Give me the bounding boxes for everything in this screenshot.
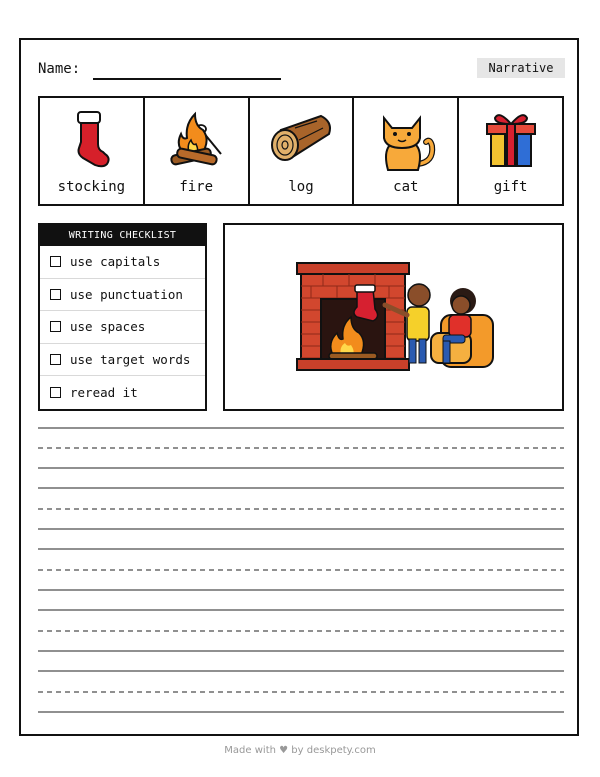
- name-label: Name:: [38, 61, 81, 77]
- stocking-icon: [61, 108, 121, 170]
- picture-box: [223, 223, 564, 411]
- checklist-item: [40, 279, 205, 312]
- log-icon: [265, 108, 337, 170]
- checklist-item: [40, 246, 205, 279]
- vocab-card-cat: [354, 98, 459, 204]
- checkbox[interactable]: [50, 321, 61, 332]
- vocab-word: cat: [393, 179, 419, 195]
- vocab-word: log: [288, 179, 314, 195]
- checkbox[interactable]: [50, 354, 61, 365]
- checklist-item: [40, 344, 205, 377]
- handwriting-lines[interactable]: [38, 426, 564, 726]
- vocab-card-gift: [459, 98, 562, 204]
- vocab-word: gift: [493, 179, 528, 195]
- worksheet: [19, 38, 579, 736]
- campfire-icon: [163, 108, 229, 170]
- vocab-word: stocking: [57, 179, 126, 195]
- vocab-card-fire: [145, 98, 250, 204]
- checkbox[interactable]: [50, 256, 61, 267]
- footer-credit: [0, 745, 600, 756]
- checklist-item-label: use target words: [70, 352, 191, 368]
- vocabulary-bank: [38, 96, 564, 206]
- checklist-item: [40, 376, 205, 409]
- cat-icon: [374, 108, 438, 174]
- checklist-title: WRITING CHECKLIST: [40, 225, 205, 246]
- writing-checklist: [38, 223, 207, 411]
- vocab-card-log: [250, 98, 355, 204]
- checklist-item-label: use spaces: [70, 319, 146, 335]
- vocab-word: fire: [179, 179, 214, 195]
- gift-icon: [481, 108, 541, 170]
- name-field[interactable]: [93, 78, 281, 80]
- checklist-item-label: use capitals: [70, 254, 161, 270]
- footer-text-before: Made with: [224, 745, 276, 756]
- checkbox[interactable]: [50, 387, 61, 398]
- checkbox[interactable]: [50, 289, 61, 300]
- checklist-item-label: reread it: [70, 385, 138, 401]
- heart-icon: ♥: [279, 745, 289, 756]
- vocab-card-stocking: [40, 98, 145, 204]
- checklist-item: [40, 311, 205, 344]
- fireplace-children-illustration: [293, 259, 497, 377]
- genre-badge: Narrative: [477, 58, 565, 78]
- footer-text-after: by deskpety.com: [291, 745, 376, 756]
- checklist-item-label: use punctuation: [70, 286, 183, 302]
